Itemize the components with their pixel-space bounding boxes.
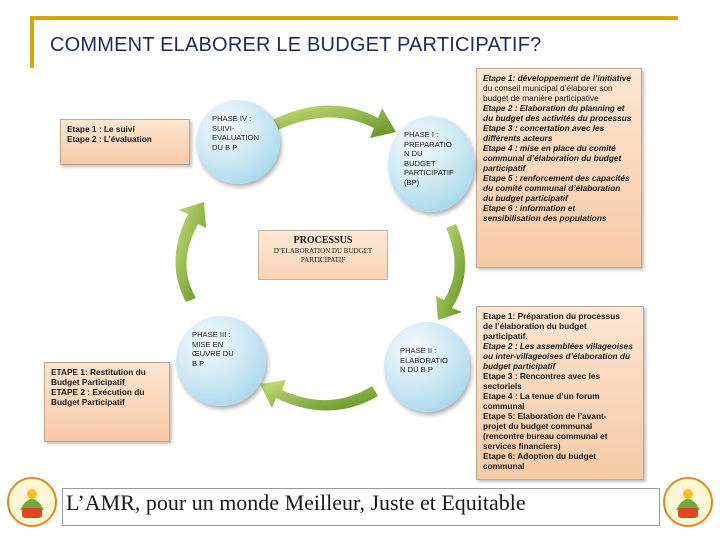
step-line: Etape 4 : La tenue d’un forum <box>483 391 600 401</box>
step-line: Etape 4 : mise en place du comité <box>483 143 616 153</box>
title-accent-side <box>30 16 34 68</box>
step-line: Etape 6 : information et <box>483 203 576 213</box>
step-line: communal <box>483 401 525 411</box>
step-line: Etape 2 : Elaboration du planning et <box>483 103 625 113</box>
step-line: ETAPE 2 : Exécution du <box>51 387 145 397</box>
phase-label-line: EVALUATION <box>212 133 259 143</box>
step-line: différents acteurs <box>483 133 553 143</box>
phase-label-line: (BP) <box>404 177 420 187</box>
step-line: Etape 1: développement de l’initiative <box>483 73 631 83</box>
phase-4-circle <box>196 100 280 184</box>
process-subtitle-2: PARTICIPATIF <box>300 256 346 264</box>
step-line: du comité communal d’élaboration <box>483 183 621 193</box>
phase-1-circle <box>388 116 474 212</box>
step-line: du budget participatif <box>483 193 568 203</box>
phase-label-line: BUDGET <box>404 158 436 168</box>
footer-slogan: L’AMR, pour un monde Meilleur, Juste et Equitable <box>66 490 526 515</box>
step-line: du budget des activités du processus <box>483 113 632 123</box>
step-line: projet du budget communal <box>483 421 593 431</box>
step-line: Etape 5: Elaboration de l’avant- <box>483 411 607 421</box>
step-line: ou inter-villageoises d’élaboration du <box>483 351 631 361</box>
process-title: PROCESSUS <box>293 235 353 246</box>
phase-label-line: PARTICIPATIF <box>404 168 454 178</box>
phase-label-line: PHASE IV : <box>212 114 252 123</box>
title-accent-line <box>30 16 678 20</box>
slide-title: COMMENT ELABORER LE BUDGET PARTICIPATIF? <box>50 34 542 56</box>
box-mise-en-oeuvre <box>44 362 170 442</box>
step-line: sensibilisation des populations <box>483 213 607 223</box>
step-line: budget de manière participative <box>483 93 599 103</box>
amr-logo-left <box>6 476 58 528</box>
phase-label-line: PHASE III : <box>192 330 231 339</box>
step-line: services financiers) <box>483 441 561 451</box>
step-line: du conseil municipal d’élaborer son <box>483 83 613 93</box>
phase-2-circle <box>384 322 470 412</box>
arrow-left <box>175 202 206 302</box>
phase-label-line: N DU B P <box>400 365 433 375</box>
phase-label-line: PREPARATIO <box>404 139 452 149</box>
step-line: Etape 1: Préparation du processus <box>483 311 620 321</box>
phase-label-line: DU B P <box>212 142 238 152</box>
step-line: Etape 6: Adoption du budget <box>483 451 597 461</box>
arrow-bottom <box>260 380 378 411</box>
step-line: participatif. <box>483 331 528 341</box>
phase-label-line: ŒUVRE DU <box>192 349 234 359</box>
phase-label-line: B P <box>192 358 205 368</box>
box-preparation <box>476 68 642 268</box>
process-center-box <box>258 230 388 280</box>
box-suivi-evaluation <box>60 119 190 165</box>
step-line: Etape 2 : L’évaluation <box>67 134 152 144</box>
arrow-right <box>436 224 465 320</box>
phase-label-line: PHASE II : <box>400 346 437 355</box>
step-line: Etape 2 : Les assemblées villageoises <box>483 341 633 351</box>
step-line: budget participatif <box>483 361 556 371</box>
phase-label-line: N DU <box>404 149 423 159</box>
process-subtitle-1: D’ELABORATION DU BUDGET <box>273 247 373 255</box>
step-line: ETAPE 1: Restitution du <box>51 367 146 377</box>
step-line: Budget Participatif <box>51 377 125 387</box>
step-line: Etape 3 : Rencontres avec les <box>483 371 601 381</box>
phase-3-circle <box>176 316 266 406</box>
box-elaboration <box>476 306 644 480</box>
phase-label-line: SUIVI- <box>212 123 235 133</box>
step-line: Etape 5 : renforcement des capacités <box>483 173 630 183</box>
arrow-top <box>272 105 396 138</box>
amr-logo-right <box>662 476 714 528</box>
step-line: communal d’élaboration du budget <box>483 153 622 163</box>
step-line: Etape 3 : concertation avec les <box>483 123 605 133</box>
phase-label-line: ELABORATIO <box>400 355 448 365</box>
step-line: participatif <box>483 163 526 173</box>
step-line: de l’élaboration du budget <box>483 321 587 331</box>
phase-label-line: MISE EN <box>192 339 224 349</box>
step-line: Etape 1 : Le suivi <box>67 124 135 134</box>
step-line: sectoriels <box>483 381 522 391</box>
phase-label-line: PHASE I : <box>404 130 439 139</box>
step-line: Budget Participatif <box>51 397 125 407</box>
step-line: (rencontre bureau communal et <box>483 431 608 441</box>
step-line: communal <box>483 461 525 471</box>
